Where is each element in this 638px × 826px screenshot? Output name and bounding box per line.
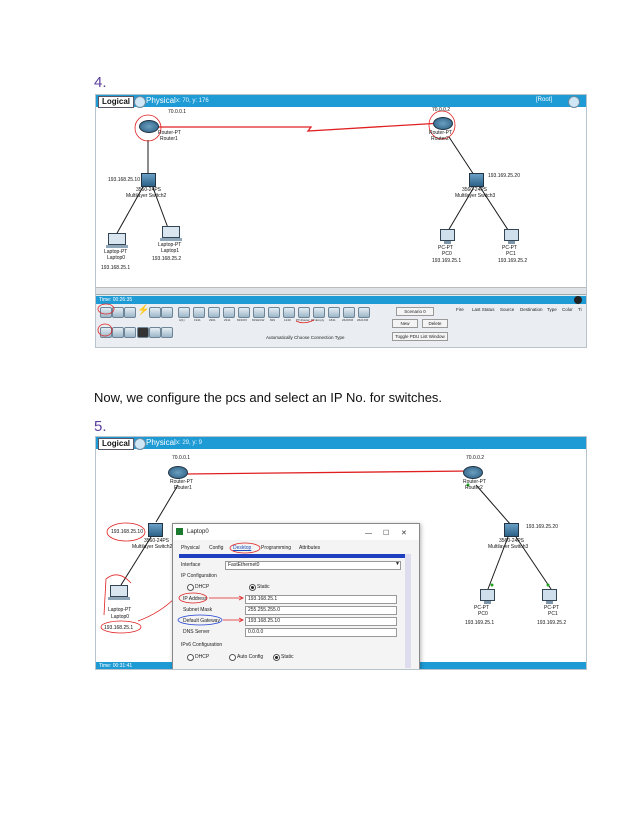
step-4-number: 4.	[94, 74, 107, 91]
model-label: 2620XM	[342, 318, 354, 322]
scenario-select[interactable]: Scenario 0	[396, 307, 434, 316]
pc0-name: PC0	[442, 251, 452, 257]
router1-name: Router1	[174, 485, 192, 491]
switch3-type: 3560-24PS	[462, 187, 488, 193]
instruction-paragraph: Now, we configure the pcs and select an IP No. for switches.	[94, 390, 443, 405]
laptop0-type: Laptop-PT	[104, 249, 128, 255]
switch3-ip: 193.169.25.20	[526, 524, 558, 530]
col-fire: Fire	[456, 307, 464, 312]
pc1-ip: 193.169.25.2	[537, 620, 567, 626]
router1-icon[interactable]	[168, 466, 188, 479]
model-label: 2901	[209, 318, 216, 322]
hub-category-icon[interactable]	[124, 307, 136, 318]
ip-address-label: IP Address	[183, 596, 208, 602]
content-header-bar	[179, 554, 405, 558]
annotation-line-laptop0-to-dialog	[138, 597, 176, 621]
model-a1-icon[interactable]	[178, 307, 190, 318]
horizontal-scrollbar[interactable]	[96, 287, 586, 294]
multilayer-switch2-icon[interactable]	[148, 523, 163, 537]
pc0-ip: 193.169.25.1	[465, 620, 495, 626]
laptop1-icon[interactable]	[162, 226, 180, 238]
pc0-ip: 193.169.25.1	[432, 258, 462, 264]
pc0-type: PC-PT	[474, 605, 489, 611]
serial-link-routers	[156, 123, 442, 131]
step-5-number: 5.	[94, 418, 107, 435]
coordinate-readout: x: 70, y: 176	[176, 98, 209, 104]
model-829-icon[interactable]	[268, 307, 280, 318]
router1-type: Router-PT	[158, 130, 182, 136]
tab-attributes[interactable]: Attributes	[299, 545, 321, 551]
router2-name: Router2	[465, 485, 483, 491]
switch2-name: Multilayer Switch2	[126, 193, 167, 199]
tab-physical[interactable]: Physical	[181, 545, 200, 551]
link-router2-switch3	[449, 137, 474, 175]
laptop0-type: Laptop-PT	[108, 607, 132, 613]
dialog-scrollbar[interactable]	[405, 554, 411, 668]
router2-icon[interactable]	[463, 466, 483, 479]
time-bar: Time: 00:26:35	[96, 296, 179, 304]
chevron-down-icon[interactable]: ▼	[395, 561, 400, 567]
router1-icon[interactable]	[139, 120, 159, 133]
maximize-icon[interactable]: ☐	[383, 530, 390, 537]
dns-server-input[interactable]: 0.0.0.0	[245, 628, 397, 637]
ipv6-config-heading: IPv6 Configuration	[181, 642, 223, 648]
col-time: Ti	[578, 307, 582, 312]
laptop0-name: Laptop0	[107, 255, 126, 261]
router2-ip: 70.0.0.2	[432, 107, 451, 113]
logical-tab[interactable]: Logical	[98, 96, 134, 108]
interface-select[interactable]: FastEthernet0	[225, 561, 401, 570]
switch2-ip: 193.168.25.10	[108, 177, 140, 183]
root-label[interactable]: [Root]	[536, 97, 553, 103]
col-color: Color	[562, 307, 573, 312]
close-icon[interactable]: ✕	[401, 530, 407, 537]
model-2621xm-icon[interactable]	[358, 307, 370, 318]
laptop0-ip: 193.168.25.1	[104, 625, 134, 631]
delete-scenario-button[interactable]: Delete	[422, 319, 448, 328]
ip-config-heading: IP Configuration	[181, 573, 217, 579]
laptop0-name: Laptop0	[111, 614, 130, 620]
switch2-type: 3560-24PS	[136, 187, 162, 193]
pc1-type: PC-PT	[502, 245, 517, 251]
auto-connection-label: Automatically Choose Connection Type	[266, 335, 345, 340]
laptop0-icon[interactable]	[110, 585, 128, 597]
minimize-icon[interactable]: —	[365, 530, 372, 537]
tab-config[interactable]: Config	[209, 545, 224, 551]
router1-ip: 70.0.0.1	[168, 109, 187, 115]
auto-config-label: Auto Config	[237, 654, 264, 660]
model-label: 819IOX	[237, 318, 248, 322]
serial-link-routers	[186, 471, 471, 474]
model-819hgw-icon[interactable]	[253, 307, 265, 318]
app-icon	[176, 528, 183, 535]
pc0-type: PC-PT	[438, 245, 453, 251]
multilayer-switch2-icon[interactable]	[141, 173, 156, 187]
printer-subcategory-icon[interactable]	[149, 327, 161, 338]
dhcp6-radio[interactable]	[187, 654, 194, 661]
switch3-name: Multilayer Switch3	[488, 544, 529, 550]
device-panel	[96, 294, 586, 348]
server-subcategory-icon[interactable]	[124, 327, 136, 338]
coordinate-readout: x: 29, y: 9	[176, 440, 203, 446]
realtime-icon[interactable]	[574, 296, 582, 304]
pc1-name: PC1	[548, 611, 558, 617]
phone-subcategory-icon[interactable]	[137, 327, 149, 338]
dhcp-label: DHCP	[195, 584, 210, 590]
model-label: PT-Router	[296, 318, 310, 322]
tablet-subcategory-icon[interactable]	[161, 327, 173, 338]
static6-radio[interactable]	[273, 654, 280, 661]
static-label: Static	[257, 584, 270, 590]
laptop0-ip: 193.168.25.1	[101, 265, 131, 271]
switch2-type: 3560-24PS	[144, 538, 170, 544]
model-label: 819HGW	[252, 318, 265, 322]
laptop1-ip: 193.168.25.2	[152, 256, 182, 262]
router2-type: Router-PT	[463, 479, 487, 485]
model-819iox-icon[interactable]	[238, 307, 250, 318]
model-label: 1941	[194, 318, 201, 322]
dns-server-label: DNS Server	[183, 629, 210, 635]
packet-tracer-window-step4	[95, 94, 587, 348]
model-label: 1240	[284, 318, 291, 322]
router1-name: Router1	[160, 136, 178, 142]
model-1941-icon[interactable]	[193, 307, 205, 318]
pc1-type: PC-PT	[544, 605, 559, 611]
col-destination: Destination	[520, 307, 543, 312]
annotation-circle-desktop-tab	[228, 541, 262, 555]
physical-tab[interactable]: Physical	[146, 96, 176, 105]
router2-ip: 70.0.0.2	[466, 455, 485, 461]
router1-type: Router-PT	[170, 479, 194, 485]
laptop1-type: Laptop-PT	[158, 242, 182, 248]
subnet-mask-input[interactable]: 255.255.255.0	[245, 606, 397, 615]
model-label: 2911	[224, 318, 231, 322]
model-2620xm-icon[interactable]	[343, 307, 355, 318]
end-device-category-icon[interactable]	[149, 307, 161, 318]
new-scenario-button[interactable]: New	[392, 319, 418, 328]
col-last-status: Last Status	[472, 307, 495, 312]
pc1-name: PC1	[506, 251, 516, 257]
pc0-icon[interactable]	[440, 229, 455, 241]
model-label: 829	[270, 318, 276, 322]
ip-address-input[interactable]: 193.168.25.1	[245, 595, 397, 604]
annotation-marks-panel	[96, 303, 116, 343]
subnet-mask-label: Subnet Mask	[183, 607, 213, 613]
pc1-ip: 193.169.25.2	[498, 258, 528, 264]
switch2-name: Multilayer Switch2	[132, 544, 173, 550]
switch3-name: Multilayer Switch3	[455, 193, 496, 199]
router2-icon[interactable]	[433, 117, 453, 130]
tab-programming[interactable]: Programming	[261, 545, 292, 551]
model-label: PT-Empty	[311, 318, 325, 322]
multilayer-switch3-icon[interactable]	[504, 523, 519, 537]
multilayer-switch3-icon[interactable]	[469, 173, 484, 187]
static6-label: Static	[281, 654, 294, 660]
router1-ip: 70.0.0.1	[172, 455, 191, 461]
col-source: Source	[500, 307, 515, 312]
model-label: A(1)	[179, 318, 185, 322]
switch3-ip: 193.169.25.20	[488, 173, 520, 179]
annotation-underline-pt-router	[294, 315, 316, 325]
topology-links	[96, 95, 586, 295]
tab-desktop[interactable]: Desktop	[233, 545, 252, 551]
pc1-icon[interactable]	[504, 229, 519, 241]
model-label: 2621XM	[357, 318, 369, 322]
annotation-marks-dialog	[173, 586, 273, 636]
model-label: 1841	[329, 318, 336, 322]
toggle-pdu-list-button[interactable]: Toggle PDU List Window	[392, 332, 448, 341]
laptop0-config-dialog	[172, 523, 420, 670]
lightning-icon[interactable]: ⚡	[137, 305, 150, 316]
router2-name: Router2	[431, 136, 449, 142]
link-router2-switch3	[476, 485, 511, 525]
blue-strip	[176, 296, 586, 304]
default-gateway-label: Default Gateway	[183, 618, 220, 624]
dialog-title-bar	[173, 524, 419, 540]
model-2911-icon[interactable]	[223, 307, 235, 318]
auto-config-radio[interactable]	[229, 654, 236, 661]
pc0-name: PC0	[478, 611, 488, 617]
model-2901-icon[interactable]	[208, 307, 220, 318]
router2-type: Router-PT	[429, 130, 453, 136]
physical-tab[interactable]: Physical	[146, 438, 176, 447]
pc1-icon[interactable]	[542, 589, 557, 601]
dialog-title: Laptop0	[187, 529, 209, 535]
switch2-ip: 193.168.25.10	[111, 529, 143, 535]
col-type: Type	[547, 307, 557, 312]
laptop0-icon[interactable]	[108, 233, 126, 245]
default-gateway-input[interactable]: 193.168.25.10	[245, 617, 397, 626]
model-1841-icon[interactable]	[328, 307, 340, 318]
dhcp6-label: DHCP	[195, 654, 210, 660]
pc0-icon[interactable]	[480, 589, 495, 601]
laptop1-name: Laptop1	[161, 248, 180, 254]
cloud-category-icon[interactable]	[161, 307, 173, 318]
switch3-type: 3560-24PS	[499, 538, 525, 544]
logical-tab[interactable]: Logical	[98, 438, 134, 450]
time-bar: Time: 00:31:41	[96, 662, 587, 670]
packet-tracer-window-step5	[95, 436, 587, 670]
interface-label: Interface	[181, 562, 201, 568]
